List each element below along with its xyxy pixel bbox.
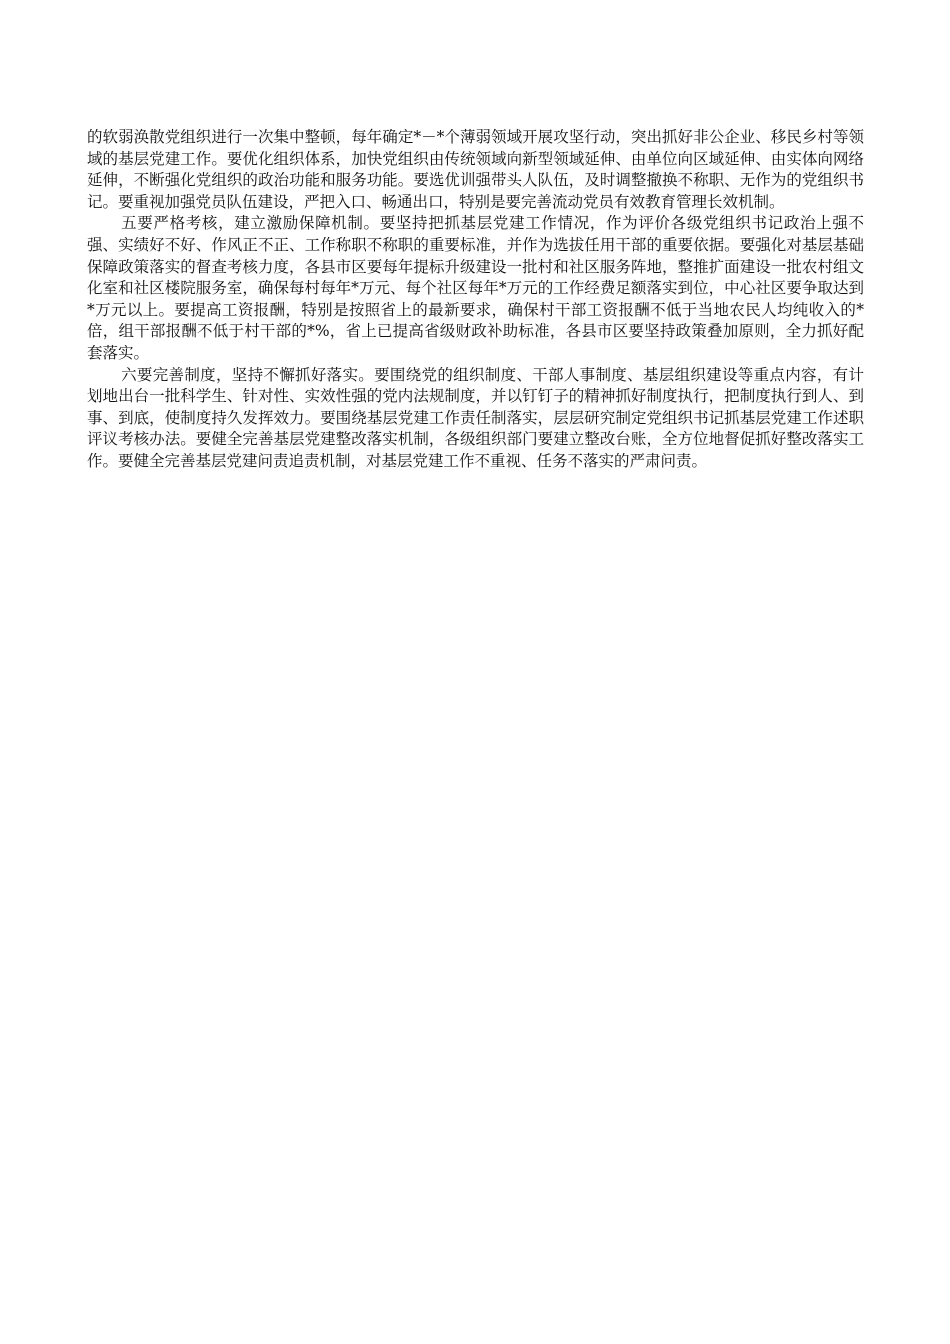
paragraph-continuation: 的软弱涣散党组织进行一次集中整顿，每年确定*－*个薄弱领域开展攻坚行动，突出抓好非公企业、移民乡村等领域的基层党建工作。要优化组织体系，加快党组织由传统领域向新型领域延伸、由单位向区域延伸、由实体向网络延伸，不断强化党组织的政治功能和服务功能。要选优训强带头人队伍，及时调整撤换不称职、无作为的党组织书记。要重视加强党员队伍建设，严把入口、畅通出口，特别是要完善流动党员有效教育管理长效机制。 xyxy=(87,128,864,211)
paragraph-improve-systems: 六要完善制度，坚持不懈抓好落实。要围绕党的组织制度、干部人事制度、基层组织建设等重点内容，有计划地出台一批科学生、针对性、实效性强的党内法规制度，并以钉钉子的精神抓好制度执行，把制度执行到人、到事、到底，使制度持久发挥效力。要围绕基层党建工作责任制落实，层层研究制定党组织书记抓基层党建工作述职评议考核办法。要健全完善基层党建整改落实机制，各级组织部门要建立整改台账，全方位地督促抓好整改落实工作。要健全完善基层党建问责追责机制，对基层党建工作不重视、任务不落实的严肃问责。 xyxy=(87,365,864,470)
document-body xyxy=(87,127,864,473)
paragraph-assessment-incentives: 五要严格考核，建立激励保障机制。要坚持把抓基层党建工作情况，作为评价各级党组织书记政治上强不强、实绩好不好、作风正不正、工作称职不称职的重要标准，并作为选拔任用干部的重要依据。要强化对基层基础保障政策落实的督查考核力度，各县市区要每年提标升级建设一批村和社区服务阵地，整推扩面建设一批农村组文化室和社区楼院服务室，确保每村每年*万元、每个社区每年*万元的工作经费足额落实到位，中心社区要争取达到*万元以上。要提高工资报酬，特别是按照省上的最新要求，确保村干部工资报酬不低于当地农民人均纯收入的*倍，组干部报酬不低于村干部的*%，省上已提高省级财政补助标准，各县市区要坚持政策叠加原则，全力抓好配套落实。 xyxy=(87,214,864,362)
